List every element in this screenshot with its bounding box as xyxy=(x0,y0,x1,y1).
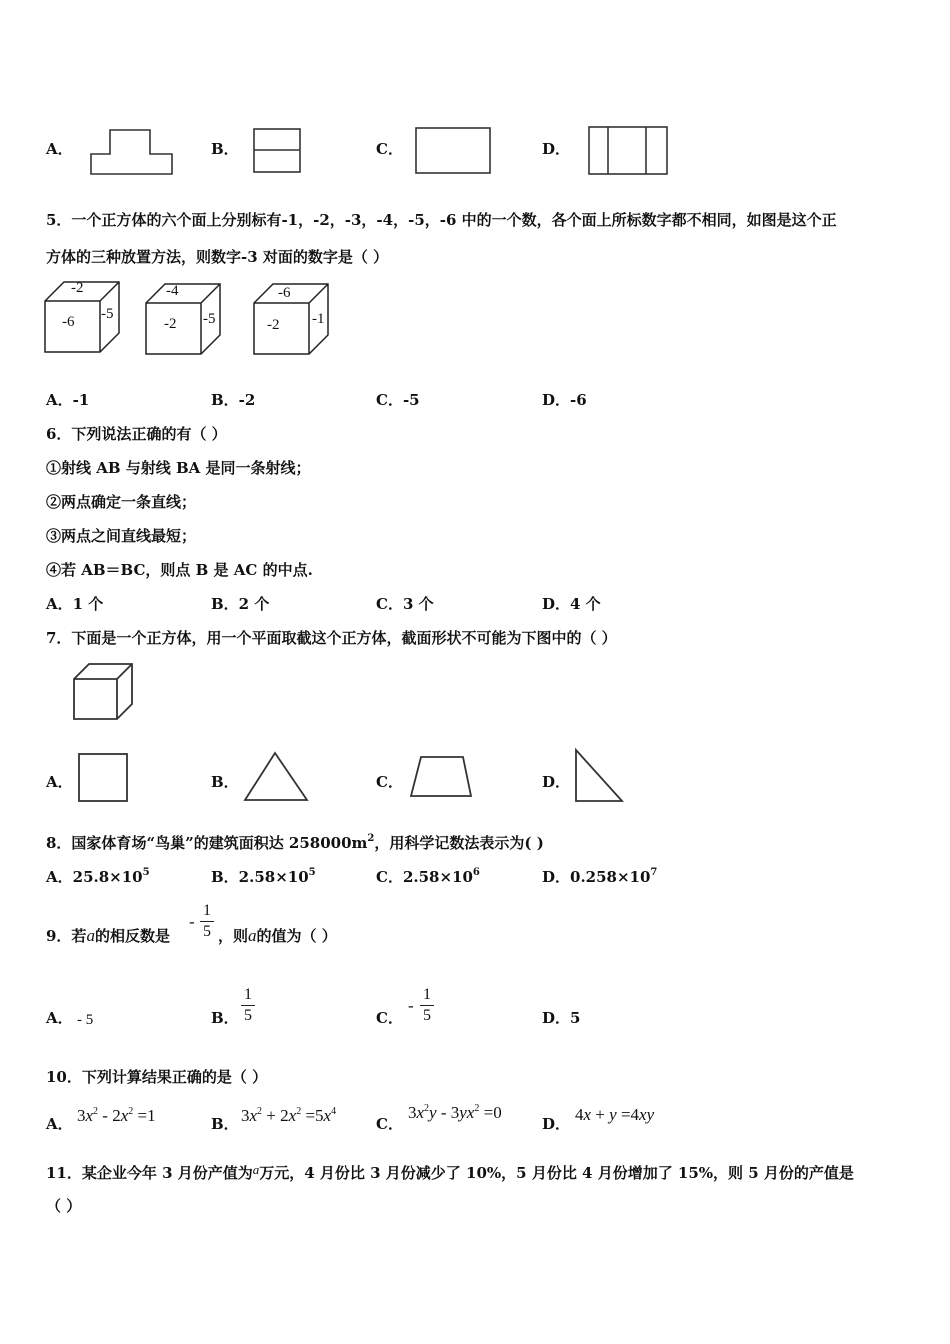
q8-stem xyxy=(46,834,544,851)
q8-stem-sup: 2 xyxy=(367,833,375,844)
q6-item-1: ①射线 AB 与射线 BA 是同一条射线； xyxy=(46,459,311,477)
q9-option-a-label: A． xyxy=(46,1009,73,1027)
q4-figure-c xyxy=(415,127,493,175)
q8-option-b xyxy=(211,868,316,885)
q7-cube-figure xyxy=(72,662,136,722)
q8-option-a-exp: 5 xyxy=(142,867,150,878)
q4-figure-b xyxy=(253,128,301,174)
q10-option-d-expr: 4x + y =4xy xyxy=(575,1105,655,1124)
q4-figure-d xyxy=(588,126,670,176)
q6-option-a: A．1 个 xyxy=(46,595,104,613)
q8-option-b-exp: 5 xyxy=(308,867,316,878)
q9-option-b-den: 5 xyxy=(244,1007,252,1024)
q10-option-c-label: C． xyxy=(376,1115,403,1133)
q5-option-b: B．-2 xyxy=(211,391,256,409)
q9-stem-tail xyxy=(218,927,337,944)
q10-stem: 10．下列计算结果正确的是（ ） xyxy=(46,1068,268,1086)
q8-option-d xyxy=(542,868,657,885)
q5-cube-3-front: -2 xyxy=(267,317,280,333)
q8-option-d-text: D．0.258×10 xyxy=(542,868,651,886)
q10-option-b-expr: $3x^2 + 2x^2 =5x^4$ xyxy=(241,1106,337,1125)
q5-option-a: A．-1 xyxy=(46,391,90,409)
q5-cube-1-top: -2 xyxy=(71,280,84,296)
q9-option-c-neg: - xyxy=(408,996,414,1015)
q7-option-a: A． xyxy=(46,773,73,791)
q5-cube-2-top: -4 xyxy=(166,283,179,299)
q4-option-d: D． xyxy=(542,140,571,158)
q10-option-a-label: A． xyxy=(46,1115,73,1133)
q7-option-c: C． xyxy=(376,773,403,791)
q8-stem-text: 8．国家体育场“鸟巢”的建筑面积达 258000m xyxy=(46,834,368,852)
q5-cube-2-front: -2 xyxy=(164,316,177,332)
q9-option-b-label: B． xyxy=(211,1009,239,1027)
q11-stem-line2: （ ） xyxy=(46,1197,82,1215)
q5-cube-2-side: -5 xyxy=(203,311,216,327)
q9-option-c-num: 1 xyxy=(423,986,431,1003)
q9-stem-b: 的相反数是 xyxy=(94,927,170,945)
q5-cube-1-front: -6 xyxy=(62,314,75,330)
q6-option-b: B．2 个 xyxy=(211,595,270,613)
q7-trapezoid-figure xyxy=(409,755,475,799)
q9-option-a-value: - 5 xyxy=(77,1012,94,1028)
q8-option-b-text: B．2.58×10 xyxy=(211,868,309,886)
q4-figure-a xyxy=(90,128,174,176)
q5-stem-line2: 方体的三种放置方法，则数字-3 对面的数字是（ ） xyxy=(46,248,389,266)
q6-item-4: ④若 AB＝BC，则点 B 是 AC 的中点. xyxy=(46,561,313,579)
q11-stem-a: 11．某企业今年 3 月份产值为 xyxy=(46,1164,253,1182)
q8-stem-tail: ，用科学记数法表示为( ) xyxy=(374,834,544,852)
q9-stem-d: 的值为（ ） xyxy=(256,927,337,945)
q9-option-c-den: 5 xyxy=(423,1007,431,1024)
q4-option-a: A． xyxy=(46,140,73,158)
q8-option-d-exp: 7 xyxy=(650,867,658,878)
q9-option-b-fraction xyxy=(241,986,255,1025)
q9-fraction-den: 5 xyxy=(203,923,211,940)
q5-cube-3-side: -1 xyxy=(312,311,325,327)
q8-option-c xyxy=(376,868,480,885)
q6-item-3: ③两点之间直线最短； xyxy=(46,527,197,545)
q7-right-triangle-figure xyxy=(573,748,625,804)
q10-option-a-expr: $3x^2 - 2x^2 =1$ xyxy=(77,1106,156,1125)
q9-var-a-2: a xyxy=(248,926,257,945)
q9-fraction xyxy=(200,902,214,941)
q10-option-b-label: B． xyxy=(211,1115,239,1133)
q6-stem: 6．下列说法正确的有（ ） xyxy=(46,425,227,443)
q8-option-a xyxy=(46,868,150,885)
q5-option-c: C．-5 xyxy=(376,391,420,409)
q9-option-c-fraction xyxy=(420,986,434,1025)
q10-option-c-expr: $3x^2y - 3yx^2 =0$ xyxy=(408,1103,502,1122)
q6-item-2: ②两点确定一条直线； xyxy=(46,493,197,511)
q7-triangle-figure xyxy=(243,751,309,803)
q9-neg-sign: - xyxy=(189,912,195,931)
q9-fraction-num: 1 xyxy=(203,902,211,919)
q6-option-d: D．4 个 xyxy=(542,595,601,613)
q6-option-c: C．3 个 xyxy=(376,595,434,613)
q7-stem: 7．下面是一个正方体，用一个平面取截这个正方体，截面形状不可能为下图中的（ ） xyxy=(46,629,617,647)
q5-option-d: D．-6 xyxy=(542,391,587,409)
q11-var-a: a xyxy=(252,1162,260,1177)
q4-option-c: C． xyxy=(376,140,403,158)
q5-cube-1-side: -5 xyxy=(101,306,114,322)
q9-stem-c: ，则 xyxy=(218,927,249,945)
q5-cube-3-top: -6 xyxy=(278,285,291,301)
q8-option-c-exp: 6 xyxy=(472,867,480,878)
q7-option-d: D． xyxy=(542,773,571,791)
q10-option-d-label: D． xyxy=(542,1115,571,1133)
q11-stem-b: 万元，4 月份比 3 月份减少了 10%，5 月份比 4 月份增加了 15%，则 5 月份的产值是 xyxy=(259,1164,854,1182)
q9-option-c-label: C． xyxy=(376,1009,403,1027)
q4-option-b: B． xyxy=(211,140,239,158)
q9-var-a: a xyxy=(86,926,95,945)
q7-option-b: B． xyxy=(211,773,239,791)
q9-stem-a: 9．若 xyxy=(46,927,87,945)
q7-square-figure xyxy=(78,753,130,803)
q9-option-d: D．5 xyxy=(542,1009,581,1027)
q11-stem-line1 xyxy=(46,1163,854,1181)
q5-stem-line1: 5．一个正方体的六个面上分别标有-1，-2，-3，-4，-5，-6 中的一个数，各个面上所标数字都不相同，如图是这个正 xyxy=(46,211,837,229)
q8-option-a-text: A．25.8×10 xyxy=(46,868,143,886)
q9-stem xyxy=(46,927,170,944)
q8-option-c-text: C．2.58×10 xyxy=(376,868,473,886)
q9-option-b-num: 1 xyxy=(244,986,252,1003)
